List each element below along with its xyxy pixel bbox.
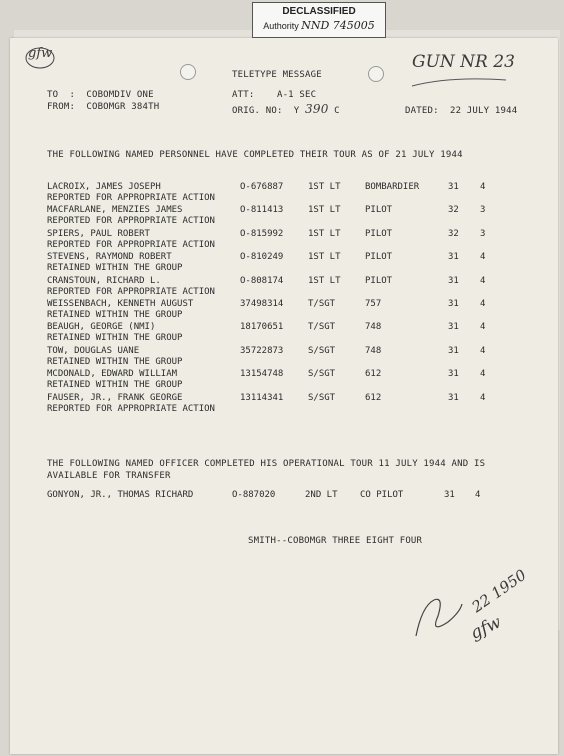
personnel-note: RETAINED WITHIN THE GROUP xyxy=(47,356,183,367)
orig-no-label: ORIG. NO: Y xyxy=(232,106,306,116)
personnel-role: 612 xyxy=(365,369,382,380)
personnel-serial: O-676887 xyxy=(240,182,284,192)
personnel-rank: T/SGT xyxy=(308,299,336,309)
personnel-note: REPORTED FOR APPROPRIATE ACTION xyxy=(47,403,215,414)
personnel-b: 4 xyxy=(480,392,486,403)
stamp-title: DECLASSIFIED xyxy=(282,6,356,17)
personnel-rank: S/SGT xyxy=(308,369,336,380)
personnel-role: PILOT xyxy=(365,205,393,216)
personnel-role: 612 xyxy=(365,392,382,403)
personnel-role: 757 xyxy=(365,299,382,309)
personnel-rank: 1ST LT xyxy=(308,275,341,286)
personnel-role: 748 xyxy=(365,322,382,333)
personnel-name: CRANSTOUN, RICHARD L. xyxy=(47,275,161,286)
signature-line: SMITH--COBOMGR THREE EIGHT FOUR xyxy=(248,536,423,546)
personnel-role: BOMBARDIER xyxy=(365,182,420,192)
personnel-a: 31 xyxy=(448,252,459,263)
personnel-serial: 13154748 xyxy=(240,369,284,380)
personnel-a: 31 xyxy=(448,299,459,309)
stamp-authority xyxy=(253,19,385,32)
stamp-authority-number: NND 745005 xyxy=(301,19,375,32)
att-line: ATT: A-1 SEC xyxy=(232,90,317,100)
gun-number-underline xyxy=(410,72,510,92)
personnel-name: TOW, DOUGLAS UANE xyxy=(47,345,140,356)
orig-no-line xyxy=(232,102,340,116)
handwritten-scribble xyxy=(408,586,468,646)
personnel-name: MCDONALD, EDWARD WILLIAM xyxy=(47,369,178,380)
personnel-b: 4 xyxy=(480,299,486,309)
personnel-serial: O-815992 xyxy=(240,228,284,239)
handwritten-date-bottom: 22 1950 xyxy=(468,565,530,617)
personnel-rank: T/SGT xyxy=(308,322,336,333)
personnel-a: 31 xyxy=(448,392,459,403)
personnel-note: REPORTED FOR APPROPRIATE ACTION xyxy=(47,286,215,297)
dated-line: DATED: 22 JULY 1944 xyxy=(405,106,518,116)
personnel-rank: S/SGT xyxy=(308,392,336,403)
personnel-note: REPORTED FOR APPROPRIATE ACTION xyxy=(47,239,215,250)
from-line: FROM: COBOMGR 384TH xyxy=(47,102,160,112)
officer-count-a: 31 xyxy=(444,490,455,500)
personnel-note: REPORTED FOR APPROPRIATE ACTION xyxy=(47,216,215,227)
personnel-rank: 1ST LT xyxy=(308,252,341,263)
officer-serial: O-887020 xyxy=(232,490,276,500)
personnel-a: 31 xyxy=(448,345,459,356)
handwritten-gun-number: GUN NR 23 xyxy=(412,52,515,72)
officer-intro-line2: AVAILABLE FOR TRANSFER xyxy=(47,471,171,481)
punch-hole-right xyxy=(368,66,384,82)
officer-name: GONYON, JR., THOMAS RICHARD xyxy=(47,490,194,500)
officer-intro-line1: THE FOLLOWING NAMED OFFICER COMPLETED HIS OPERATIONAL TOUR 11 JULY 1944 AND IS xyxy=(47,459,486,469)
personnel-a: 32 xyxy=(448,228,459,239)
personnel-rank: 1ST LT xyxy=(308,205,341,216)
personnel-role: PILOT xyxy=(365,252,393,263)
personnel-a: 31 xyxy=(448,275,459,286)
personnel-b: 4 xyxy=(480,275,486,286)
orig-no-suffix: C xyxy=(328,106,340,116)
personnel-serial: O-811413 xyxy=(240,205,284,216)
personnel-b: 3 xyxy=(480,228,486,239)
stamp-authority-label: Authority xyxy=(263,21,299,31)
personnel-note: RETAINED WITHIN THE GROUP xyxy=(47,333,183,344)
personnel-serial: O-810249 xyxy=(240,252,284,263)
personnel-note: REPORTED FOR APPROPRIATE ACTION xyxy=(47,193,215,203)
personnel-a: 32 xyxy=(448,205,459,216)
personnel-b: 4 xyxy=(480,345,486,356)
personnel-a: 31 xyxy=(448,369,459,380)
personnel-serial: 13114341 xyxy=(240,392,284,403)
personnel-role: 748 xyxy=(365,345,382,356)
personnel-name: LACROIX, JAMES JOSEPH xyxy=(47,182,161,192)
personnel-b: 4 xyxy=(480,322,486,333)
personnel-role: PILOT xyxy=(365,228,393,239)
personnel-note: RETAINED WITHIN THE GROUP xyxy=(47,380,183,391)
punch-hole-left xyxy=(180,64,196,80)
personnel-name: STEVENS, RAYMOND ROBERT xyxy=(47,252,172,263)
personnel-serial: O-808174 xyxy=(240,275,284,286)
personnel-name: WEISSENBACH, KENNETH AUGUST xyxy=(47,299,194,309)
personnel-rank: S/SGT xyxy=(308,345,336,356)
intro-text: THE FOLLOWING NAMED PERSONNEL HAVE COMPLETED THEIR TOUR AS OF 21 JULY 1944 xyxy=(47,150,463,160)
personnel-role: PILOT xyxy=(365,275,393,286)
personnel-a: 31 xyxy=(448,182,459,192)
message-title: TELETYPE MESSAGE xyxy=(232,70,322,80)
personnel-name: SPIERS, PAUL ROBERT xyxy=(47,228,150,239)
officer-rank: 2ND LT xyxy=(305,490,338,500)
personnel-a: 31 xyxy=(448,322,459,333)
personnel-rank: 1ST LT xyxy=(308,228,341,239)
personnel-note: RETAINED WITHIN THE GROUP xyxy=(47,263,183,274)
personnel-b: 4 xyxy=(480,182,486,192)
personnel-b: 4 xyxy=(480,369,486,380)
personnel-name: MACFARLANE, MENZIES JAMES xyxy=(47,205,183,216)
orig-no-handwritten: 390 xyxy=(305,102,329,116)
personnel-serial: 35722873 xyxy=(240,345,284,356)
personnel-b: 4 xyxy=(480,252,486,263)
personnel-b: 3 xyxy=(480,205,486,216)
handwritten-initials-top: gfw xyxy=(28,46,53,61)
handwritten-initials-bottom: gfw xyxy=(467,612,505,644)
personnel-name: FAUSER, JR., FRANK GEORGE xyxy=(47,392,183,403)
declassified-stamp xyxy=(252,2,386,38)
personnel-serial: 18170651 xyxy=(240,322,284,333)
to-line: TO : COBOMDIV ONE xyxy=(47,90,154,100)
personnel-rank: 1ST LT xyxy=(308,182,341,192)
personnel-serial: 37498314 xyxy=(240,299,284,309)
officer-count-b: 4 xyxy=(475,490,481,500)
officer-role: CO PILOT xyxy=(360,490,404,500)
personnel-note: RETAINED WITHIN THE GROUP xyxy=(47,310,183,320)
personnel-name: BEAUGH, GEORGE (NMI) xyxy=(47,322,156,333)
